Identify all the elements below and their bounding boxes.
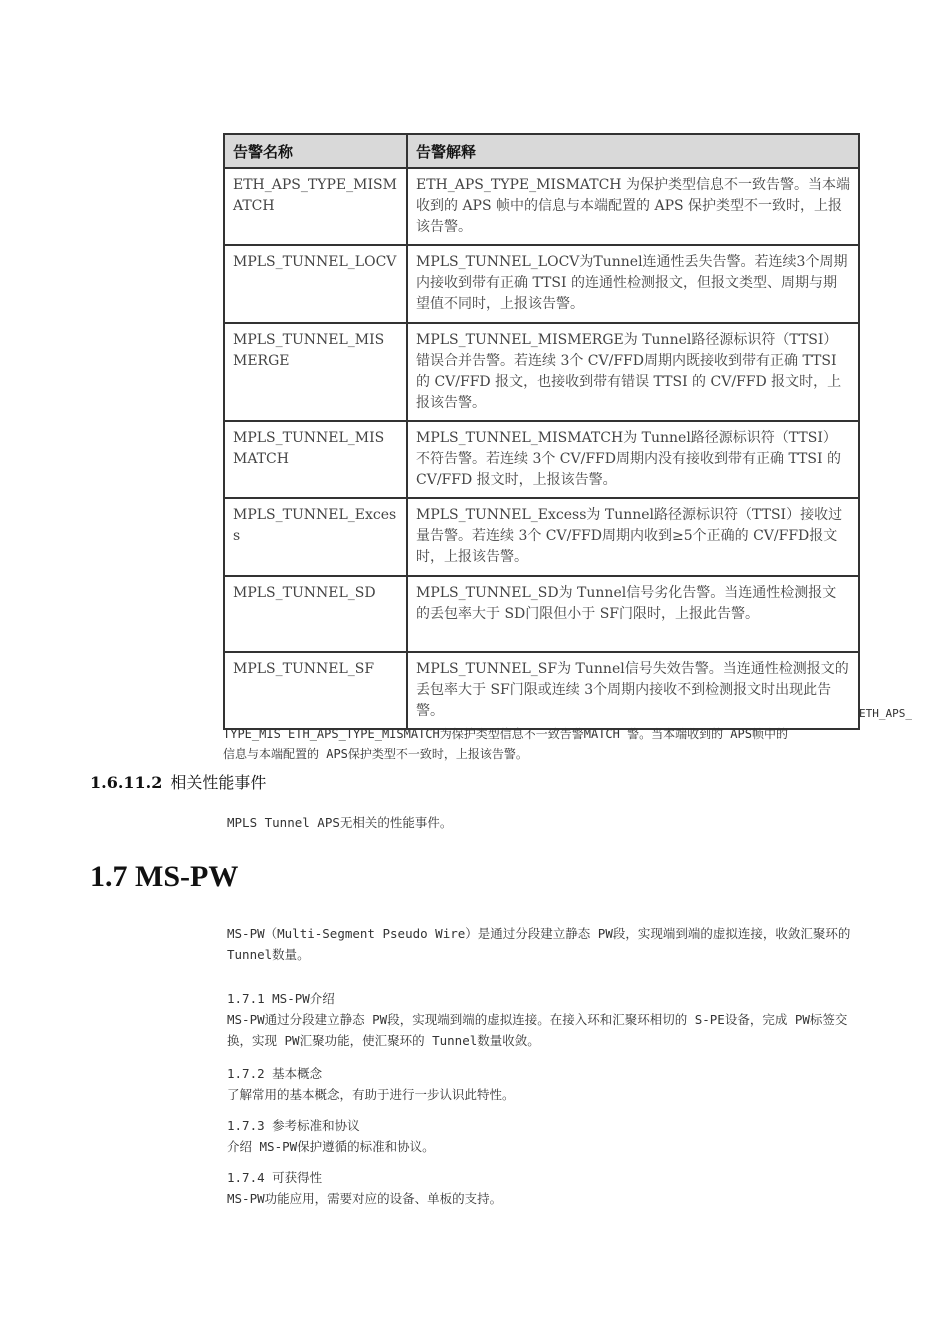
subsection-1-7-2 [227,1063,867,1105]
paragraph: MS-PW（Multi-Segment Pseudo Wire）是通过分段建立静态 PW段，实现端到端的虚拟连接，收敛汇聚环的 Tunnel数量。 [227,926,851,962]
subsection-body: MS-PW通过分段建立静态 PW段，实现端到端的虚拟连接。在接入环和汇聚环相切的 S-PE设备，完成 PW标签交换，实现 PW汇聚功能，使汇聚环的 Tunnel数量收敛。 [227,1012,848,1048]
alarm-name-cell: MPLS_TUNNEL_MISMERGE [224,323,407,421]
subsection-body: 介绍 MS-PW保护遵循的标准和协议。 [227,1139,435,1154]
alarm-desc-cell: MPLS_TUNNEL_MISMATCH为 Tunnel路径源标识符（TTSI）不符告警。若连续 3个 CV/FFD周期内没有接收到带有正确 TTSI 的 CV/FFD 报文时，上报该告警。 [407,421,859,498]
alarm-name-cell: MPLS_TUNNEL_LOCV [224,245,407,323]
table-row [224,498,859,576]
paragraph: MPLS Tunnel APS无相关的性能事件。 [227,815,453,830]
subsection-1-7-1 [227,988,867,1051]
alarm-desc-cell: MPLS_TUNNEL_MISMERGE为 Tunnel路径源标识符（TTSI）错误合并告警。若连续 3个 CV/FFD周期内既接收到带有正确 TTSI 的 CV/FFD 报文，也接收到带有错误 TTSI 的 CV/FFD 报文时，上报该告警。 [407,323,859,421]
chapter-heading-1-7: 1.7 MS-PW [90,860,239,893]
alarm-desc-cell: ETH_APS_TYPE_MISMATCH 为保护类型信息不一致告警。当本端收到的 APS 帧中的信息与本端配置的 APS 保护类型不一致时，上报该告警。 [407,168,859,245]
alarm-name-cell: MPLS_TUNNEL_Excess [224,498,407,576]
table-row [224,168,859,245]
subsection-title: 1.7.4 可获得性 [227,1170,323,1185]
subsection-body: MS-PW功能应用，需要对应的设备、单板的支持。 [227,1191,503,1206]
table-row [224,576,859,652]
subsection-body: 了解常用的基本概念，有助于进行一步认识此特性。 [227,1087,515,1102]
alarm-desc-cell: MPLS_TUNNEL_SD为 Tunnel信号劣化告警。当连通性检测报文的丢包率大于 SD门限但小于 SF门限时，上报此告警。 [407,576,859,652]
table-trailing-text [223,704,935,764]
alarm-desc-cell: MPLS_TUNNEL_SF为 Tunnel信号失效告警。当连通性检测报文的丢包率大于 SF门限或连续 3个周期内接收不到检测报文时出现此告警。 [407,652,859,729]
trailing-tag: ETH_APS_ [859,707,912,720]
alarm-desc-cell: MPLS_TUNNEL_LOCV为Tunnel连通性丢失告警。若连续3个周期内接收到带有正确 TTSI 的连通性检测报文，但报文类型、周期与期望值不同时，上报该告警。 [407,245,859,323]
section-number: 1.6.11.2 [90,773,163,792]
alarm-name-cell: MPLS_TUNNEL_MISMATCH [224,421,407,498]
alarm-name-cell: ETH_APS_TYPE_MISMATCH [224,168,407,245]
subsection-title: 1.7.2 基本概念 [227,1066,323,1081]
alarm-name-cell: MPLS_TUNNEL_SF [224,652,407,729]
subsection-1-7-3 [227,1115,867,1157]
table-row [224,421,859,498]
trailing-line: 信息与本端配置的 APS保护类型不一致时，上报该告警。 [223,747,528,761]
alarm-name-cell: MPLS_TUNNEL_SD [224,576,407,652]
subsection-1-7-4 [227,1167,867,1209]
section-title: 相关性能事件 [170,773,267,792]
alarm-desc-cell: MPLS_TUNNEL_Excess为 Tunnel路径源标识符（TTSI）接收过量告警。若连续 3个 CV/FFD周期内收到≥5个正确的 CV/FFD报文时，上报该告警。 [407,498,859,576]
table-row [224,323,859,421]
section-heading-1-6-11-2 [90,770,266,793]
header-alarm-name: 告警名称 [224,134,407,168]
subsection-title: 1.7.3 参考标准和协议 [227,1118,360,1133]
trailing-line: TYPE_MIS ETH_APS_TYPE_MISMATCH为保护类型信息不一致告警MATCH 警。当本端收到的 APS帧中的 [223,727,788,741]
table-row [224,245,859,323]
alarm-table [223,133,860,730]
subsection-title: 1.7.1 MS-PW介绍 [227,991,335,1006]
header-alarm-explanation: 告警解释 [407,134,859,168]
table-header-row [224,134,859,168]
